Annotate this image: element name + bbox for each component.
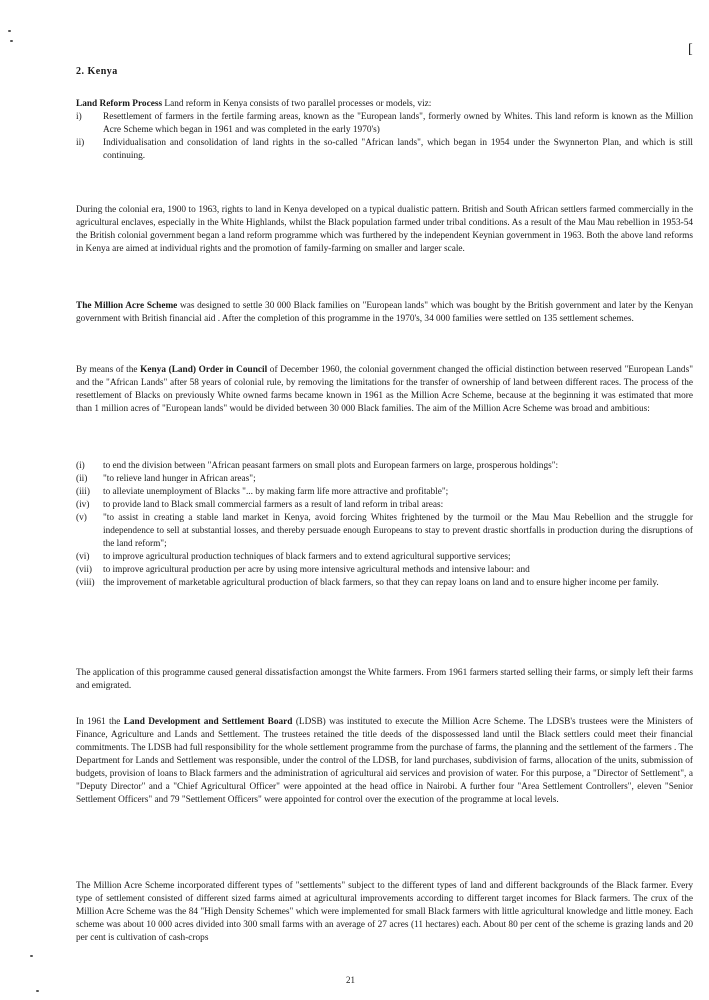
scan-speck (30, 955, 33, 957)
list-item-text: to alleviate unemployment of Blacks "... by making farm life more attractive and profitable"; (103, 487, 449, 497)
list-item-text: "to assist in creating a stable land market in Kenya, avoid forcing Whites frightened by the turmoil or the Mau Mau Rebellion and the struggle for independence to sell at substantial losses, and thereby persuade enough Europeans to stay to prevent drastic shortfalls in production during the disruptions of the land reform"; (103, 513, 693, 549)
list-item (76, 111, 693, 137)
scan-speck (10, 40, 13, 42)
paragraph-text: Land reform in Kenya consists of two parallel processes or models, viz: (162, 99, 432, 109)
list-item-number: (vii) (76, 565, 93, 575)
list-item-number: (viii) (76, 578, 95, 588)
scheme-aims-list (76, 460, 693, 590)
list-item-text: the improvement of marketable agricultural production of black farmers, so that they can repay loans on land and to ensure higher income per family. (103, 578, 659, 588)
paragraph-text: During the colonial era, 1900 to 1963, rights to land in Kenya developed on a typical dualistic pattern. British and South African settlers farmed commercially in the agricultural enclaves, especially in the White Highlands, whilst the Black population farmed under tribal conditions. As a result of the Mau Mau rebellion in 1953-54 the British colonial government began a land reform programme which was furthered by the independent Keynian government in 1963. Both the above land reforms in Kenya are aimed at individual rights and the promotion of family-farming on smaller and larger scale. (76, 205, 693, 254)
list-item-number: ii) (76, 138, 85, 148)
lead-land-development-board: Land Development and Settlement Board (123, 717, 293, 727)
paragraph-text-prefix: By means of the (76, 365, 141, 375)
list-item-number: i) (76, 112, 82, 122)
paragraph-ldsb (76, 716, 693, 807)
list-item (76, 577, 693, 590)
list-item-text: to improve agricultural production techniques of black farmers and to extend agricultural supportive services; (103, 552, 511, 562)
lead-million-acre-scheme: The Million Acre Scheme (76, 301, 178, 311)
paragraph-dissatisfaction (76, 667, 693, 693)
list-item-number: (iv) (76, 500, 90, 510)
scan-speck (36, 990, 39, 992)
list-item-number: (i) (76, 461, 85, 471)
list-item (76, 460, 693, 473)
list-item (76, 551, 693, 564)
list-item (76, 499, 693, 512)
list-item-number: (iii) (76, 487, 90, 497)
list-item-number: (ii) (76, 474, 88, 484)
paragraph-text-prefix: In 1961 the (76, 717, 124, 727)
list-item-text: to provide land to Black small commercial farmers as a result of land reform in tribal areas: (103, 500, 444, 510)
paragraph-text: of December 1960, the colonial government changed the official distinction between reserved "European Lands" and the "African Lands" after 58 years of colonial rule, by removing the limitations for the transfer of ownership of land between different races. The process of the resettlement of Blacks on previously White owned farms became known in 1961 as the Million Acre Scheme, because at the beginning it was estimated that more than 1 million acres of "European lands" would be divided between 30 000 Black families. The aim of the Million Acre Scheme was broad and ambitious: (76, 365, 693, 414)
list-item-text: to improve agricultural production per acre by using more intensive agricultural methods and intensive labour: and (103, 565, 530, 575)
list-item (76, 473, 693, 486)
page-number: 21 (346, 975, 355, 985)
corner-bracket-mark: [ (688, 42, 693, 57)
lead-kenya-land-order: Kenya (Land) Order in Council (140, 365, 268, 375)
section-heading: 2. Kenya (76, 66, 118, 77)
paragraph-land-reform-process (76, 98, 693, 111)
list-item-text: "to relieve land hunger in African areas"; (103, 474, 256, 484)
list-item-text: to end the division between "African peasant farmers on small plots and European farmers on large, prosperous holdings": (103, 461, 559, 471)
list-item (76, 486, 693, 499)
reform-models-list (76, 111, 693, 163)
paragraph-text: The application of this programme caused general dissatisfaction amongst the White farmers. From 1961 farmers started selling their farms, or simply left their farms and emigrated. (76, 668, 693, 691)
paragraph-text: The Million Acre Scheme incorporated different types of "settlements" subject to the different types of land and different backgrounds of the Black farmer. Every type of settlement consisted of different sized farms aimed at agricultural improvements according to different target incomes for Black farmers. The crux of the Million Acre Scheme was the 84 "High Density Schemes" which were implemented for small Black farmers with little agricultural knowledge and little money. Each scheme was about 10 000 acres divided into 300 small farms with an average of 27 acres (11 hectares) each. About 80 per cent of the scheme is grazing lands and 20 per cent is cultivation of cash-crops (76, 881, 693, 943)
paragraph-million-acre-scheme (76, 300, 693, 326)
list-item (76, 512, 693, 551)
paragraph-text: (LDSB) was instituted to execute the Million Acre Scheme. The LDSB's trustees were the Ministers of Finance, Agriculture and Lands and Settlement. The trustees retained the title deeds of the dispossessed land until the Black settlers could meet their financial commitments. The LDSB had full responsibility for the whole settlement programme from the purchase of farms, the planning and the settlement of the farmers . The Department for Lands and Settlement was responsible, under the control of the LDSB, for land purchases, subdivision of farms, allocation of the units, submission of budgets, provision of loans to Black farmers and the administration of agricultural aid services and provision of water. For this purpose, a "Director of Settlement", a "Deputy Director" and a "Chief Agricultural Officer" were appointed at the head office in Nairobi. A further four "Area Settlement Controllers", eleven "Senior Settlement Officers" and 79 "Settlement Officers" were appointed for control over the execution of the programme at local levels. (76, 717, 693, 805)
paragraph-text: was designed to settle 30 000 Black families on "European lands" which was bought by the British government and later by the Kenyan government with British financial aid . After the completion of this programme in the 1970's, 34 000 families were settled on 135 settlement schemes. (76, 301, 694, 324)
list-item (76, 564, 693, 577)
list-item-number: (vi) (76, 552, 90, 562)
list-item (76, 137, 693, 163)
lead-land-reform-process: Land Reform Process (76, 99, 163, 109)
scan-speck (8, 30, 11, 32)
paragraph-order-in-council (76, 364, 693, 416)
list-item-text: Resettlement of farmers in the fertile farming areas, known as the "European lands", formerly owned by Whites. This land reform is known as the Million Acre Scheme which began in 1961 and was completed in the early 1970's) (103, 112, 693, 135)
list-item-text: Individualisation and consolidation of land rights in the so-called "African lands", which began in 1954 under the Swynnerton Plan, and which is still continuing. (103, 138, 693, 161)
paragraph-colonial-era (76, 204, 693, 256)
paragraph-settlement-types (76, 880, 693, 945)
list-item-number: (v) (76, 513, 87, 523)
